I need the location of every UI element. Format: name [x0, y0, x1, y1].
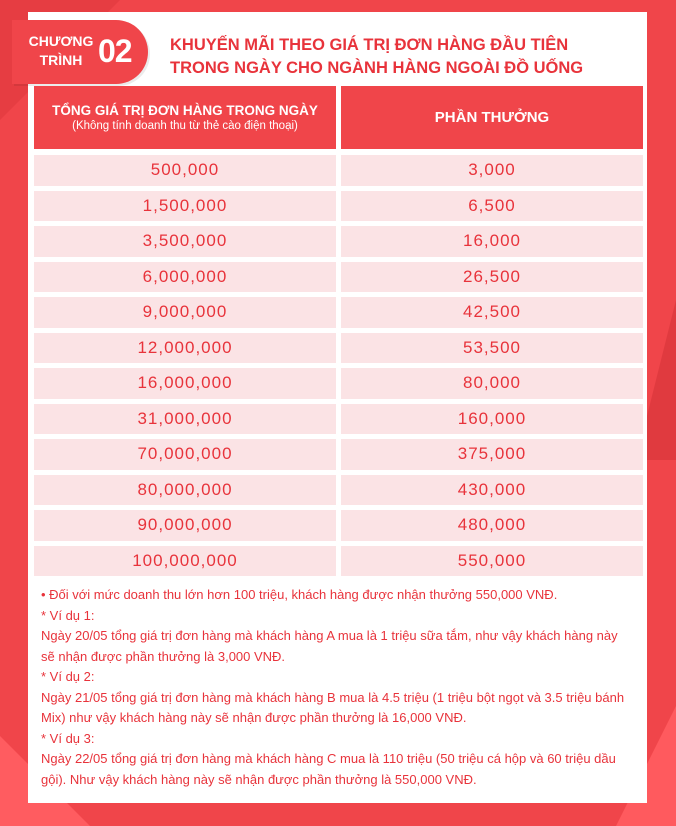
order-value-header-note: (Không tính doanh thu từ thẻ cào điện thoại): [72, 119, 298, 132]
page-title: [170, 34, 610, 80]
order-value-cell: 500,000: [34, 155, 336, 186]
table-header: [34, 86, 643, 149]
reward-cell: 6,500: [341, 191, 643, 222]
reward-cell: 375,000: [341, 439, 643, 470]
reward-cell: 550,000: [341, 546, 643, 577]
table-row: [34, 439, 643, 470]
reward-cell: 480,000: [341, 510, 643, 541]
table-row: [34, 368, 643, 399]
reward-table: [34, 86, 643, 581]
table-row: [34, 475, 643, 506]
order-value-cell: 31,000,000: [34, 404, 336, 435]
note-line: * Ví dụ 1:: [41, 607, 95, 623]
reward-cell: 16,000: [341, 226, 643, 257]
program-badge-number: 02: [98, 33, 132, 69]
order-value-cell: 90,000,000: [34, 510, 336, 541]
table-row: [34, 333, 643, 364]
order-value-cell: 9,000,000: [34, 297, 336, 328]
table-row: [34, 510, 643, 541]
note-line: * Ví dụ 2:: [41, 669, 95, 684]
reward-cell: 53,500: [341, 333, 643, 364]
table-row: [34, 297, 643, 328]
reward-cell: 80,000: [341, 368, 643, 399]
title-line-1: KHUYẾN MÃI THEO GIÁ TRỊ ĐƠN HÀNG ĐẦU TIÊN: [170, 36, 569, 54]
reward-cell: 160,000: [341, 404, 643, 435]
reward-header-label: PHẦN THƯỞNG: [434, 109, 550, 126]
table-row: [34, 404, 643, 435]
order-value-cell: 6,000,000: [34, 262, 336, 293]
order-value-cell: 16,000,000: [34, 368, 336, 399]
notes-section: [41, 585, 631, 790]
table-row: [34, 546, 643, 577]
reward-cell: 42,500: [341, 297, 643, 328]
order-value-cell: 80,000,000: [34, 475, 336, 506]
table-row: [34, 191, 643, 222]
order-value-cell: 70,000,000: [34, 439, 336, 470]
table-row: [34, 262, 643, 293]
reward-cell: 3,000: [341, 155, 643, 186]
reward-header: [341, 86, 643, 149]
order-value-header: [34, 86, 336, 149]
table-row: [34, 155, 643, 186]
order-value-cell: 100,000,000: [34, 546, 336, 577]
note-line: * Ví dụ 3:: [41, 730, 95, 746]
table-body: [34, 155, 643, 576]
reward-cell: 430,000: [341, 475, 643, 506]
reward-cell: 26,500: [341, 262, 643, 293]
order-value-header-label: TỔNG GIÁ TRỊ ĐƠN HÀNG TRONG NGÀY: [52, 102, 318, 118]
note-line: Ngày 22/05 tổng giá trị đơn hàng mà khách hàng C mua là 110 triệu (50 triệu cá hộp và 60 triệu dầu gội). Như vậy khách hàng này sẽ nhận được phần thưởng là 550,000 VNĐ.: [41, 751, 616, 787]
note-line: Ngày 21/05 tổng giá trị đơn hàng mà khách hàng B mua là 4.5 triệu (1 triệu bột ngọt và 3.5 triệu bánh Mix) như vậy khách hàng này sẽ nhận được phần thưởng là 16,000 VNĐ.: [41, 689, 625, 725]
program-badge-label: CHƯƠNG TRÌNH: [28, 33, 94, 68]
order-value-cell: 1,500,000: [34, 191, 336, 222]
title-line-2: TRONG NGÀY CHO NGÀNH HÀNG NGOÀI ĐỒ UỐNG: [170, 59, 584, 77]
order-value-cell: 12,000,000: [34, 333, 336, 364]
table-row: [34, 226, 643, 257]
note-line: Ngày 20/05 tổng giá trị đơn hàng mà khách hàng A mua là 1 triệu sữa tắm, như vậy khách hàng này sẽ nhận được phần thưởng là 3,000 VNĐ.: [41, 628, 618, 664]
order-value-cell: 3,500,000: [34, 226, 336, 257]
program-badge: [12, 20, 148, 84]
note-line: • Đối với mức doanh thu lớn hơn 100 triệu, khách hàng được nhận thưởng 550,000 VNĐ.: [41, 587, 558, 602]
